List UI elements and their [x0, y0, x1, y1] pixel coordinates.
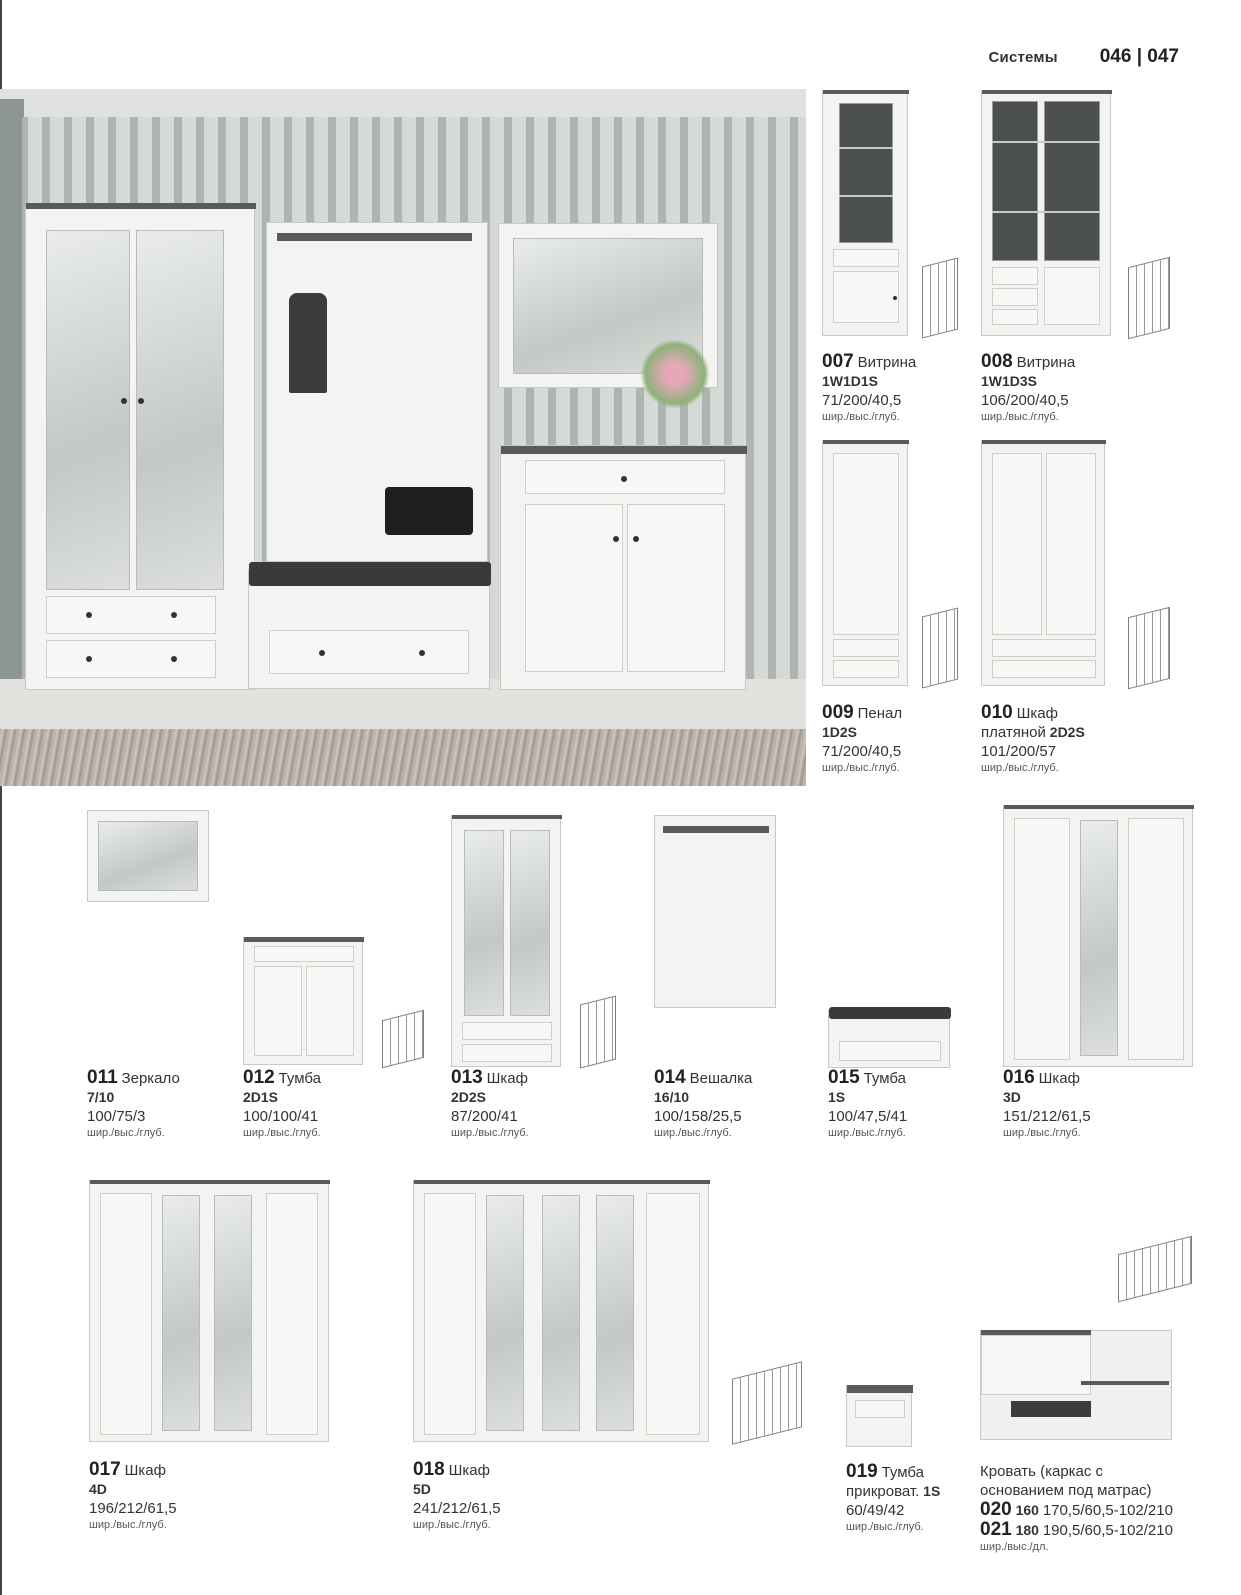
product-name: Пенал [857, 705, 903, 722]
product-015-image [828, 1010, 950, 1068]
product-code: 016 [1003, 1067, 1035, 1088]
product-012-caption [243, 1068, 321, 1140]
product-name: Витрина [1016, 354, 1076, 371]
bed-title-line2: основанием под матрас) [980, 1482, 1152, 1499]
photo-handbag [385, 487, 473, 535]
product-name: Шкаф [1038, 1070, 1080, 1087]
photo-side-wall [0, 99, 24, 779]
product-013-image [451, 815, 561, 1067]
section-title: Системы [988, 49, 1058, 66]
photo-flowers [640, 339, 710, 409]
product-name-line2: прикроват. [846, 1483, 920, 1500]
product-name: Шкаф [1016, 705, 1058, 722]
product-009-caption [822, 703, 902, 775]
product-016-caption [1003, 1068, 1091, 1140]
product-name: Тумба [881, 1464, 924, 1481]
product-019-image [846, 1385, 912, 1447]
product-019-caption [846, 1462, 940, 1534]
product-dimensions: 87/200/41 [451, 1108, 518, 1125]
product-model: 7/10 [87, 1089, 115, 1105]
product-dimensions: 100/47,5/41 [828, 1108, 908, 1125]
product-013-caption [451, 1068, 529, 1140]
product-010-image [981, 440, 1105, 686]
product-018-image [413, 1180, 709, 1442]
product-dimension-units: шир./выс./глуб. [828, 1127, 906, 1139]
product-model: 1S [923, 1483, 941, 1499]
product-name: Шкаф [124, 1462, 166, 1479]
product-011-caption [87, 1068, 180, 1140]
product-018-iso-drawing [732, 1361, 802, 1444]
product-010-iso-drawing [1128, 607, 1170, 689]
product-model: 3D [1003, 1089, 1021, 1105]
product-code: 009 [822, 702, 854, 723]
product-name-line2: платяной [981, 724, 1046, 741]
product-name: Тумба [278, 1070, 321, 1087]
product-017-image [89, 1180, 329, 1442]
product-016-image [1003, 805, 1193, 1067]
product-007-iso-drawing [922, 258, 958, 339]
product-model: 1D2S [822, 724, 858, 740]
product-code: 020 [980, 1499, 1012, 1520]
product-dimensions: 100/100/41 [243, 1108, 319, 1125]
product-model: 2D2S [1049, 724, 1085, 740]
product-code: 013 [451, 1067, 483, 1088]
product-dimensions: 71/200/40,5 [822, 392, 902, 409]
photo-wardrobe [25, 207, 255, 690]
product-model: 1W1D1S [822, 373, 879, 389]
product-model: 16/10 [654, 1089, 690, 1105]
product-007-caption [822, 352, 916, 424]
photo-rug [0, 729, 806, 786]
product-model: 2D1S [243, 1089, 279, 1105]
product-code: 008 [981, 351, 1013, 372]
product-010-caption [981, 703, 1085, 775]
product-dimensions: 71/200/40,5 [822, 743, 902, 760]
product-model: 4D [89, 1481, 107, 1497]
bed-size: 180 [1015, 1522, 1039, 1538]
product-012-iso-drawing [382, 1010, 424, 1068]
product-dimensions: 60/49/42 [846, 1502, 905, 1519]
product-dimensions: 196/212/61,5 [89, 1500, 177, 1517]
product-code: 007 [822, 351, 854, 372]
page-numbers: 046 | 047 [1099, 46, 1179, 67]
product-008-image [981, 90, 1111, 336]
product-bed-iso-drawing [1118, 1236, 1192, 1302]
product-dimensions: 241/212/61,5 [413, 1500, 501, 1517]
product-dimension-units: шир./выс./глуб. [846, 1521, 924, 1533]
product-name: Шкаф [448, 1462, 490, 1479]
product-007-image [822, 90, 908, 336]
product-name: Шкаф [486, 1070, 528, 1087]
product-009-image [822, 440, 908, 686]
product-dimension-units: шир./выс./глуб. [822, 411, 900, 423]
product-dimension-units: шир./выс./глуб. [413, 1519, 491, 1531]
product-model: 2D2S [451, 1089, 487, 1105]
product-dimension-units: шир./выс./глуб. [981, 762, 1059, 774]
product-014-caption [654, 1068, 752, 1140]
product-code: 021 [980, 1519, 1012, 1540]
product-dimensions: 100/158/25,5 [654, 1108, 742, 1125]
product-013-iso-drawing [580, 996, 616, 1069]
photo-ceiling [0, 89, 806, 117]
product-bed-image [980, 1330, 1172, 1440]
page-header [989, 46, 1179, 68]
product-code: 017 [89, 1459, 121, 1480]
product-name: Вешалка [689, 1070, 753, 1087]
product-008-caption [981, 352, 1075, 424]
product-009-iso-drawing [922, 608, 958, 689]
bed-size: 160 [1015, 1502, 1039, 1518]
product-model: 1W1D3S [981, 373, 1038, 389]
product-dimension-units: шир./выс./глуб. [243, 1127, 321, 1139]
product-dimension-units: шир./выс./глуб. [87, 1127, 165, 1139]
product-011-image [87, 810, 209, 902]
product-014-image [654, 815, 776, 1008]
product-012-image [243, 937, 363, 1065]
product-dimensions: 100/75/3 [87, 1108, 146, 1125]
product-dimensions: 106/200/40,5 [981, 392, 1069, 409]
product-bed-caption [980, 1462, 1173, 1554]
product-dimensions: 190,5/60,5-102/210 [1042, 1522, 1173, 1539]
product-code: 011 [87, 1067, 118, 1088]
product-name: Тумба [863, 1070, 906, 1087]
product-code: 015 [828, 1067, 860, 1088]
product-dimension-units: шир./выс./глуб. [89, 1519, 167, 1531]
product-dimension-units: шир./выс./глуб. [1003, 1127, 1081, 1139]
photo-coat [289, 293, 327, 393]
product-name: Зеркало [121, 1070, 180, 1087]
product-code: 014 [654, 1067, 686, 1088]
product-dimension-units: шир./выс./глуб. [981, 411, 1059, 423]
product-code: 012 [243, 1067, 275, 1088]
product-018-caption [413, 1460, 501, 1532]
product-008-iso-drawing [1128, 257, 1170, 339]
product-dimension-units: шир./выс./глуб. [822, 762, 900, 774]
product-015-caption [828, 1068, 907, 1140]
product-dimensions: 151/212/61,5 [1003, 1108, 1091, 1125]
product-dimensions: 101/200/57 [981, 743, 1057, 760]
product-model: 5D [413, 1481, 431, 1497]
photo-chest [500, 445, 746, 690]
product-code: 019 [846, 1461, 878, 1482]
product-dimension-units: шир./выс./дл. [980, 1541, 1049, 1553]
bed-title-line1: Кровать (каркас с [980, 1463, 1104, 1480]
product-017-caption [89, 1460, 177, 1532]
interior-photo [0, 89, 806, 786]
product-name: Витрина [857, 354, 917, 371]
product-model: 1S [828, 1089, 846, 1105]
photo-bench [248, 569, 490, 689]
product-dimension-units: шир./выс./глуб. [654, 1127, 732, 1139]
product-dimension-units: шир./выс./глуб. [451, 1127, 529, 1139]
product-dimensions: 170,5/60,5-102/210 [1042, 1502, 1173, 1519]
product-code: 010 [981, 702, 1013, 723]
product-code: 018 [413, 1459, 445, 1480]
